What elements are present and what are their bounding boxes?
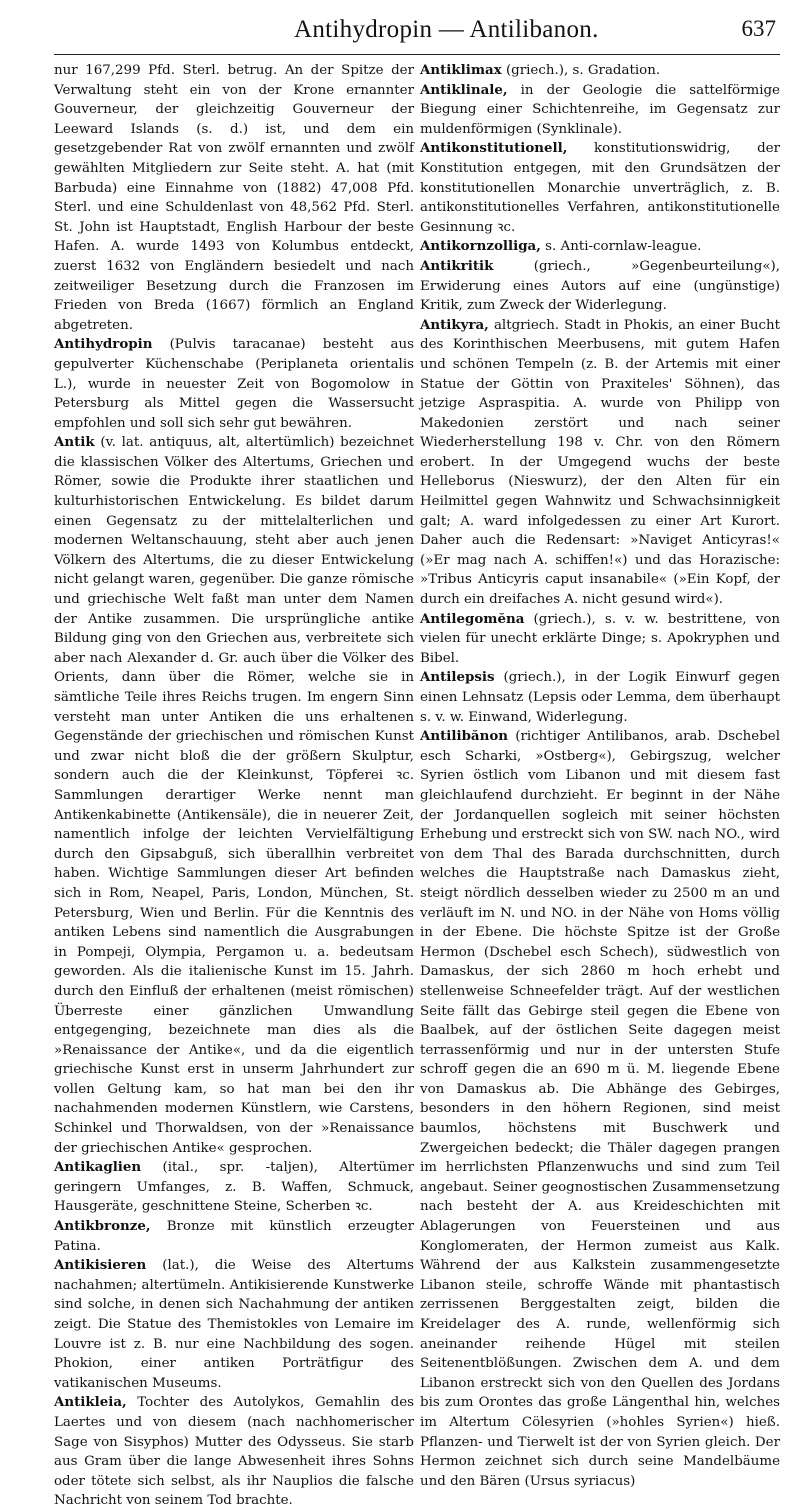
entry-antikisieren	[54, 1256, 414, 1393]
entry-text: (Pulvis taracanae) besteht aus gepulverter Küchenschabe (Periplaneta orientalis L.), wurde in neuester Zeit von Bogomolow in Petersburg als Mittel gegen die Wassersucht empfohlen und soll sich sehr gut bewähren.	[54, 337, 414, 431]
entry-headword: Antilepsis	[420, 669, 495, 686]
text-columns	[54, 61, 780, 1511]
entry-antikbronze	[54, 1217, 414, 1256]
entry-headword: Antikaglien	[54, 1159, 142, 1176]
left-column	[54, 61, 414, 1511]
running-title: Antihydropin — Antilibanon.	[294, 16, 599, 43]
entry-antikornzolliga	[420, 237, 780, 257]
entry-text: (richtiger Antilibanos, arab. Dschebel esch Scharki, »Ostberg«), Gebirgszug, welcher Syrien östlich vom Libanon und mit diesem fast gleichlaufend durchzieht. Er beginnt in der Nähe der Jordanquellen sogleich mit seiner höchsten Erhebung und erstreckt sich von SW. nach NO., wird von dem Thal des Barada durchschnitten, durch welches die Hauptstraße nach Damaskus zieht, steigt nördlich desselben wieder zu 2500 m an und verläuft im N. und NO. in der Nähe von Homs völlig in der Ebene. Die höchste Spitze ist der Große Hermon (Dschebel esch Schech), südwestlich von Damaskus, der sich 2860 m hoch erhebt und stellenweise Schneefelder trägt. Auf der westlichen Seite fällt das Gebirge steil gegen die Ebene von Baalbek, auf der östlichen Seite dagegen meist terrassenförmig und nur in der untersten Stufe schroff gegen die an 690 m ü. M. liegende Ebene von Damaskus ab. Die Abhänge des Gebirges, besonders in den höhern Regionen, sind meist baumlos, höchstens mit Buschwerk und Zwergeichen bedeckt; die Thäler dagegen prangen im herrlichsten Pflanzenwuchs und sind zum Teil angebaut. Seiner geognostischen Zusammensetzung nach besteht der A. aus Kreideschichten mit Ablagerungen von Feuersteinen und aus Konglomeraten, der Hermon zumeist aus Kalk. Während der aus Kalkstein zusammengesetzte Libanon steile, schroffe Wände mit phantastisch zerrissenen Berggestalten zeigt, bilden die Kreidelager des A. runde, wellenförmig sich aneinander reihende Hügel mit steilen Seitenentblößungen. Zwischen dem A. und dem Libanon erstreckt sich von den Quellen des Jordans bis zum Orontes das große Längenthal hin, welches im Altertum Cölesyrien (»hohles Syrien«) hieß. Pflanzen- und Tierwelt ist der von Syrien gleich. Der Hermon zeichnet sich durch seine Mandelbäume und den Bären (Ursus syriacus)	[420, 729, 780, 1489]
entry-headword: Antilegomĕna	[420, 610, 525, 627]
entry-headword: Antikyra,	[420, 316, 489, 333]
entry-text: (griech.), s. v. w. bestrittene, von vielen für unecht erklärte Dinge; s. Apokryphen und Bibel.	[420, 611, 780, 666]
entry-antiklimax	[420, 61, 780, 81]
entry-antikleia	[54, 1393, 414, 1511]
entry-text: (griech.), in der Logik Einwurf gegen einen Lehnsatz (Lepsis oder Lemma, dem überhaupt s. v. w. Einwand, Widerlegung.	[420, 670, 780, 725]
page-header	[54, 14, 780, 55]
entry-antikonstitutionell	[420, 139, 780, 237]
entry-headword: Antikleia,	[54, 1394, 127, 1411]
entry-text: s. Anti-cornlaw-league.	[540, 239, 702, 255]
entry-headword: Antikritik	[420, 257, 494, 274]
entry-antilibanon	[420, 727, 780, 1491]
entry-antikyra	[420, 316, 780, 610]
entry-antikaglien	[54, 1158, 414, 1217]
entry-headword: Antilibănon	[420, 728, 509, 745]
entry-text: (lat.), die Weise des Altertums nachahmen; altertümeln. Antikisierende Kunstwerke sind solche, in denen sich Nachahmung der antiken zeigt. Die Statue des Themistokles von Lemaire im Louvre ist z. B. nur eine Nachbildung des sogen. Phokion, einer antiken Porträtfigur des vatikanischen Museums.	[54, 1258, 414, 1391]
entry-text: Bronze mit künstlich erzeugter Patina.	[54, 1219, 414, 1254]
entry-text: altgriech. Stadt in Phokis, an einer Bucht des Korinthischen Meerbusens, mit gutem Hafen und schönen Tempeln (z. B. der Artemis mit einer Statue der Göttin von Praxiteles' Söhnen), das jetzige Aspraspitia. A. wurde von Philipp von Makedonien zerstört und nach seiner Wiederherstellung 198 v. Chr. von den Römern erobert. In der Umgegend wuchs der beste Helleborus (Nieswurz), der den Alten für ein Heilmittel gegen Wahnwitz und Schwachsinnigkeit galt; A. ward infolgedessen zu einer Art Kurort. Daher auch die Redensart: »Naviget Anticyras!« (»Er mag nach A. schiffen!«) und das Horazische: »Tribus Anticyris caput insanabile« (»Ein Kopf, der durch ein dreifaches A. nicht gesund wird«).	[420, 317, 780, 608]
right-column	[420, 61, 780, 1511]
entry-antik	[54, 433, 414, 1158]
entry-text: in der Geologie die sattelförmige Biegung einer Schichtenreihe, im Gegensatz zur muldenförmigen (Synklinale).	[420, 82, 780, 137]
entry-headword: Antikonstitutionell,	[420, 140, 568, 157]
entry-antihydropin	[54, 335, 414, 433]
entry-headword: Antikisieren	[54, 1257, 147, 1274]
entry-headword: Antiklinale,	[420, 81, 508, 98]
entry-continuation	[54, 61, 414, 335]
entry-headword: Antihydropin	[54, 336, 153, 353]
entry-antilegomena	[420, 610, 780, 669]
entry-antiklinale	[420, 81, 780, 140]
entry-text: (ital., spr. -taljen), Altertümer geringern Umfanges, z. B. Waffen, Schmuck, Hausgeräte, geschnittene Steine, Scherben ꝛc.	[54, 1160, 414, 1215]
entry-headword: Antikornzolliga,	[420, 238, 541, 255]
entry-headword: Antiklimax	[420, 62, 502, 78]
page-number: 637	[741, 16, 776, 41]
entry-text: (griech., »Gegenbeurteilung«), Erwiderung eines Autors auf eine (ungünstige) Kritik, zum Zweck der Widerlegung.	[420, 258, 780, 314]
entry-text: nur 167,299 Pfd. Sterl. betrug. An der Spitze der Verwaltung steht ein von der Krone ernannter Gouverneur, der gleichzeitig Gouverneur der Leeward Islands (s. d.) ist, und dem ein gesetzgebender Rat von zwölf ernannten und zwölf gewählten Mitgliedern zur Seite steht. A. hat (mit Barbuda) eine Einnahme von (1882) 47,008 Pfd. Sterl. und eine Schuldenlast von 48,562 Pfd. Sterl. St. John ist Hauptstadt, English Harbour der beste Hafen. A. wurde 1493 von Kolumbus entdeckt, zuerst 1632 von Engländern besiedelt und nach zeitweiliger Besetzung durch die Franzosen im Frieden von Breda (1667) förmlich an England abgetreten.	[54, 63, 414, 333]
entry-antilepsis	[420, 668, 780, 727]
entry-text: (griech.), s. Gradation.	[501, 63, 661, 78]
entry-headword: Antik	[54, 434, 95, 451]
entry-headword: Antikbronze,	[54, 1218, 151, 1235]
entry-text: Tochter des Autolykos, Gemahlin des Laertes und von diesem (nach nachhomerischer Sage von Sisyphos) Mutter des Odysseus. Sie starb aus Gram über die lange Abwesenheit ihres Sohns oder tötete sich selbst, als ihr Nauplios die falsche Nachricht von seinem Tod brachte.	[54, 1395, 414, 1509]
entry-antikritik	[420, 257, 780, 316]
entry-text: (v. lat. antiquus, alt, altertümlich) bezeichnet die klassischen Völker des Altertums, Griechen und Römer, sowie die Produkte ihrer staatlichen und kulturhistorischen Entwickelung. Es bildet darum einen Gegensatz zu der mittelalterlichen und modernen Weltanschauung, steht aber auch jenen Völkern des Altertums, die zu dieser Entwickelung nicht gelangt waren, gegenüber. Die ganze römische und griechische Welt faßt man unter dem Namen der Antike zusammen. Die ursprüngliche antike Bildung ging von den Griechen aus, verbreitete sich aber nach Alexander d. Gr. auch über die Völker des Orients, dann über die Römer, welche sie in sämtliche Teile ihres Reichs trugen. Im engern Sinn versteht man unter Antiken die uns erhaltenen Gegenstände der griechischen und römischen Kunst und zwar nicht bloß die der größern Skulptur, sondern auch die der Kleinkunst, Töpferei ꝛc. Sammlungen derartiger Werke nennt man Antikenkabinette (Antikensäle), die in neuerer Zeit, namentlich infolge der leichten Vervielfältigung durch den Gipsabguß, sich überallhin verbreitet haben. Wichtige Sammlungen dieser Art befinden sich in Rom, Neapel, Paris, London, München, St. Petersburg, Wien und Berlin. Für die Kenntnis des antiken Lebens sind namentlich die Ausgrabungen in Pompeji, Olympia, Pergamon u. a. bedeutsam geworden. Als die italienische Kunst im 15. Jahrh. durch den Einfluß der erhaltenen (meist römischen) Überreste einer gänzlichen Umwandlung entgegenging, bezeichnete man dies als die »Renaissance der Antike«, und da die eigentlich griechische Kunst erst in unserm Jahrhundert zur vollen Geltung kam, so hat man bei den ihr nachahmenden modernen Künstlern, wie Carstens, Schinkel und Thorwaldsen, von der »Renaissance der griechischen Antike« gesprochen.	[54, 435, 414, 1156]
entry-text: konstitutionswidrig, der Konstitution entgegen, mit den Grundsätzen der konstitutionellen Monarchie unverträglich, z. B. antikonstitutionelles Verfahren, antikonstitutionelle Gesinnung ꝛc.	[420, 141, 780, 235]
